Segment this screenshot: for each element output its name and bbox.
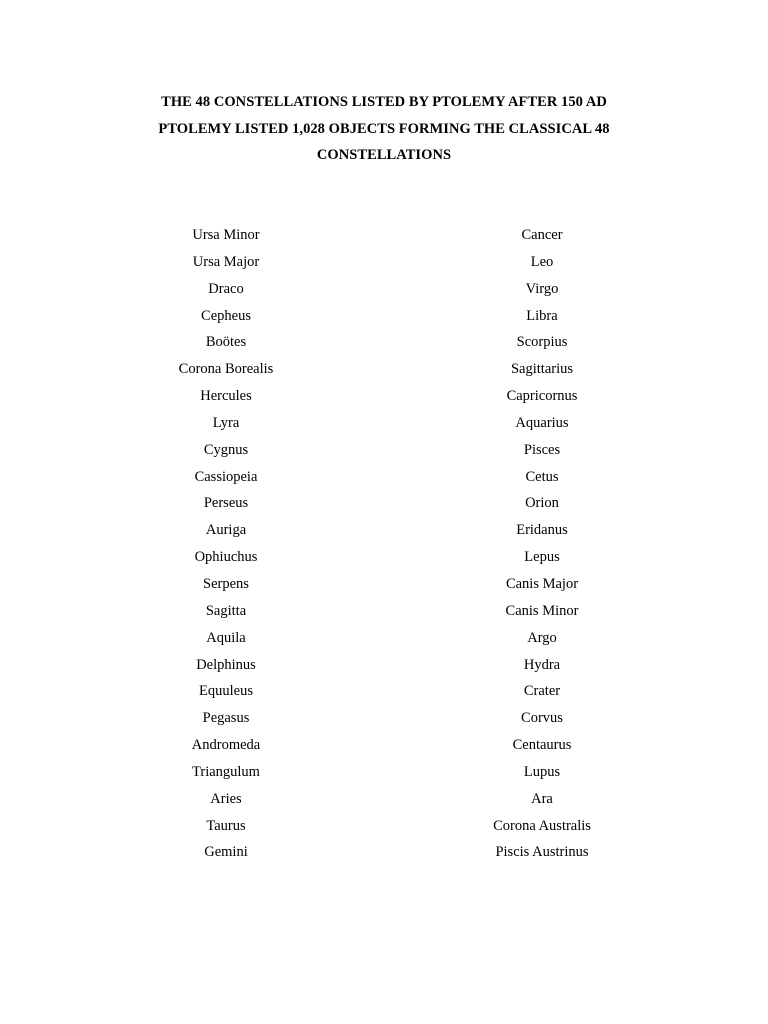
constellation-name: Taurus — [206, 817, 246, 834]
constellation-name: Draco — [208, 280, 244, 297]
constellation-name: Centaurus — [512, 737, 572, 754]
constellation-name: Hydra — [523, 656, 561, 673]
page-title-line-2: PTOLEMY LISTED 1,028 OBJECTS FORMING THE CLASSICAL 48 — [158, 121, 610, 137]
constellation-name: Lepus — [524, 549, 560, 566]
constellation-list-right — [442, 226, 642, 870]
constellation-name: Lupus — [523, 763, 561, 780]
constellation-name: Libra — [526, 307, 558, 324]
constellation-name: Sagittarius — [510, 361, 574, 378]
constellation-name: Pegasus — [202, 710, 250, 727]
constellation-name: Ophiuchus — [194, 549, 258, 566]
constellation-name: Cepheus — [201, 307, 251, 324]
constellation-name: Cygnus — [203, 441, 249, 458]
constellation-name: Corvus — [521, 710, 563, 727]
constellation-name: Sagitta — [205, 602, 247, 619]
constellation-name: Argo — [527, 629, 557, 646]
constellation-name: Piscis Austrinus — [495, 844, 589, 861]
constellation-name: Leo — [530, 253, 554, 270]
constellation-name: Ursa Minor — [192, 227, 260, 243]
constellation-name: Cancer — [521, 227, 563, 243]
constellation-list-left — [126, 226, 326, 870]
constellation-name: Pisces — [523, 441, 561, 458]
constellation-name: Aries — [210, 790, 242, 807]
constellation-name: Eridanus — [516, 522, 568, 539]
constellation-name: Scorpius — [516, 334, 568, 351]
constellation-name: Cassiopeia — [194, 468, 258, 485]
constellation-name: Serpens — [203, 575, 249, 592]
page-title-line-1: THE 48 CONSTELLATIONS LISTED BY PTOLEMY AFTER 150 AD — [161, 94, 607, 110]
page-title-line-3: CONSTELLATIONS — [316, 147, 452, 163]
constellation-name: Perseus — [203, 495, 249, 512]
constellation-name: Orion — [525, 495, 559, 512]
constellation-name: Aquila — [206, 629, 246, 646]
constellation-name: Corona Borealis — [178, 361, 274, 378]
constellation-name: Aquarius — [515, 414, 569, 431]
constellation-name: Cetus — [525, 468, 559, 485]
constellation-name: Capricornus — [506, 388, 578, 405]
constellation-name: Gemini — [204, 844, 248, 861]
constellation-name: Lyra — [212, 414, 240, 431]
constellation-name: Boötes — [205, 334, 247, 351]
constellation-name: Canis Major — [505, 575, 579, 592]
constellation-name: Auriga — [205, 522, 247, 539]
constellation-name: Equuleus — [199, 683, 253, 700]
constellation-name: Canis Minor — [505, 602, 579, 619]
constellation-name: Hercules — [200, 388, 252, 405]
constellation-name: Andromeda — [191, 737, 261, 754]
constellation-name: Ursa Major — [192, 253, 260, 270]
constellation-name: Triangulum — [192, 763, 260, 780]
constellation-name: Corona Australis — [493, 817, 591, 834]
constellation-name: Crater — [523, 683, 561, 700]
constellation-name: Ara — [531, 790, 553, 807]
constellation-name: Virgo — [525, 280, 559, 297]
constellation-name: Delphinus — [196, 656, 256, 673]
